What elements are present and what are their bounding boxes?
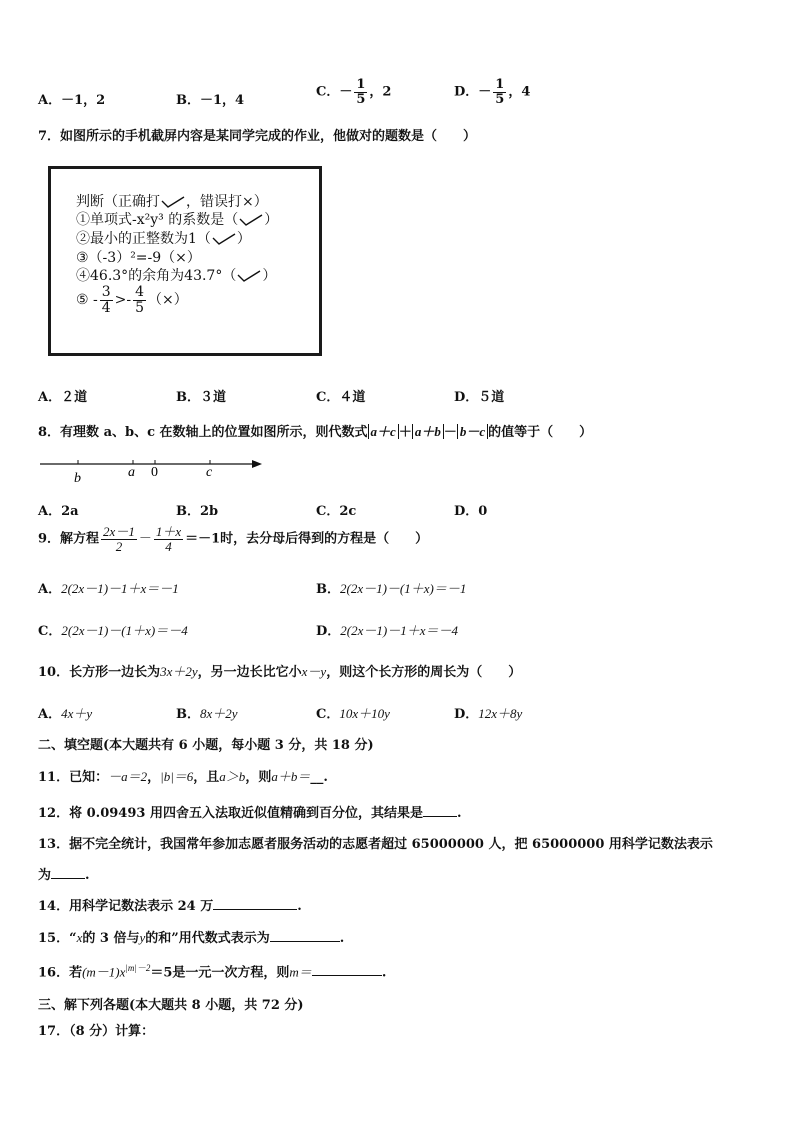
answer-blank[interactable] <box>312 963 382 976</box>
phone-item-1: ①单项式-x²y³ 的系数是（ ） <box>76 212 279 228</box>
axis-label-b: b <box>74 471 81 485</box>
axis-label-a: a <box>128 465 135 480</box>
axis-label-c: c <box>206 465 213 480</box>
q7-option-d: D．５道 <box>454 390 505 405</box>
section-2-heading: 二、填空题(本大题共有 6 小题，每小题 3 分，共 18 分) <box>38 738 374 753</box>
fraction: $\frac{2x-1}{2}$ <box>103 524 135 554</box>
check-icon <box>236 270 262 282</box>
answer-blank[interactable] <box>213 897 297 910</box>
q17: 17．（8 分）计算： <box>38 1024 155 1039</box>
q10-option-a: A．4x＋y <box>38 706 93 722</box>
answer-blank[interactable] <box>423 804 457 817</box>
q9-option-b: B．2(2x－1)－(1＋x)＝－1 <box>316 581 467 597</box>
q6-option-b: B．－1，4 <box>176 93 245 108</box>
fraction: $\frac{4}{5}$ <box>135 284 145 316</box>
q15: 15．“x的 3 倍与y的和”用代数式表示为 . <box>38 930 345 946</box>
q6-option-d: D．－ $\frac{1}{5}$ ，4 <box>454 77 531 107</box>
q7-option-c: C．４道 <box>316 390 366 405</box>
check-icon <box>160 196 186 208</box>
q14: 14．用科学记数法表示 24 万 . <box>38 899 302 914</box>
q9-option-a: A．2(2x－1)－1＋x＝－1 <box>38 581 179 597</box>
phone-item-2: ②最小的正整数为1（ ） <box>76 231 251 247</box>
answer-blank[interactable] <box>270 929 340 942</box>
phone-line-title: 判断（正确打 ，错误打×） <box>76 194 268 210</box>
q12: 12．将 0.09493 用四舍五入法取近似值精确到百分位，其结果是 . <box>38 806 462 821</box>
q7-option-a: A．２道 <box>38 390 88 405</box>
q7-stem: 7．如图所示的手机截屏内容是某同学完成的作业，他做对的题数是（ ） <box>38 129 477 144</box>
q6-option-a: A．－1，2 <box>38 93 106 108</box>
phone-item-4: ④46.3°的余角为43.7°（ ） <box>76 268 277 284</box>
q13-line-1: 13．据不完全统计，我国常年参加志愿者服务活动的志愿者超过 65000000 人，把 65000000 用科学记数法表示 <box>38 837 713 852</box>
q11: 11．已知：－a＝2，|b|＝6，且a＞b，则a＋b＝__. <box>38 769 328 785</box>
q10-option-d: D．12x＋8y <box>454 706 523 722</box>
phone-screenshot <box>48 166 322 356</box>
number-line <box>38 455 268 485</box>
q8-option-d: D．0 <box>454 504 488 519</box>
phone-item-3: ③（-3）²=-9（×） <box>76 250 201 266</box>
q10-stem: 10．长方形一边长为3x＋2y，另一边长比它小x－y，则这个长方形的周长为（ ） <box>38 664 522 680</box>
fraction: $\frac{3}{4}$ <box>101 284 111 316</box>
q9-option-c: C．2(2x－1)－(1＋x)＝－4 <box>38 623 188 639</box>
check-icon <box>238 214 264 226</box>
q8-option-a: A．2a <box>38 504 79 519</box>
q8-stem: 8．有理数 a、b、c 在数轴上的位置如图所示，则代数式 a＋c ＋ a＋b － b－c 的值等于（ ） <box>38 424 593 440</box>
q9-stem: 9．解方程 $\frac{2x-1}{2}$ － $\frac{1+x}{4}$ ＝－1时，去分母后得到的方程是（ ） <box>38 524 429 554</box>
fraction: $\frac{1}{5}$ <box>495 77 505 107</box>
q6-option-c: C．－ $\frac{1}{5}$ ，2 <box>316 77 392 107</box>
axis-label-zero: 0 <box>151 465 158 480</box>
q8-option-c: C．2c <box>316 504 357 519</box>
fraction: $\frac{1+x}{4}$ <box>155 524 182 554</box>
q7-option-b: B．３道 <box>176 390 226 405</box>
q10-option-b: B．8x＋2y <box>176 706 238 722</box>
q10-option-c: C．10x＋10y <box>316 706 390 722</box>
q8-option-b: B．2b <box>176 504 219 519</box>
fraction: $\frac{1}{5}$ <box>356 77 366 107</box>
q13-line-2: 为 . <box>38 868 90 883</box>
q16: 16．若$(m-1)x^{|m|-2}=5$是一元一次方程，则m＝ . <box>38 963 387 981</box>
q9-option-d: D．2(2x－1)－1＋x＝－4 <box>316 623 458 639</box>
answer-blank[interactable] <box>51 866 85 879</box>
phone-item-5: ⑤ - $\frac{3}{4}$ >- $\frac{4}{5}$ （×） <box>76 284 188 316</box>
section-3-heading: 三、解下列各题(本大题共 8 小题，共 72 分) <box>38 998 304 1013</box>
check-icon <box>211 233 237 245</box>
arrow-icon <box>252 460 262 468</box>
